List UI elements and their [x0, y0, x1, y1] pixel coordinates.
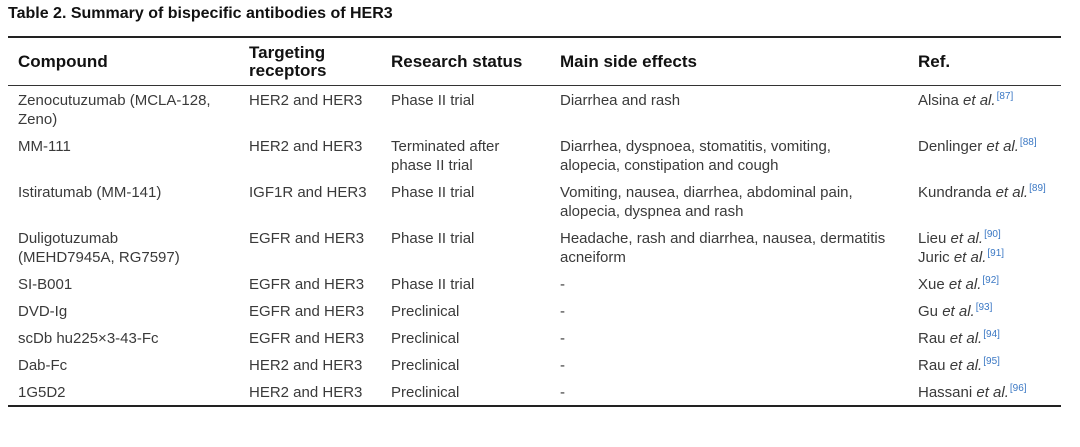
targeting-cell: HER2 and HER3	[249, 138, 363, 155]
ref-entry	[918, 384, 1027, 401]
status-cell	[381, 178, 550, 224]
status-cell-line1: Phase II trial	[391, 92, 475, 109]
status-cell	[381, 324, 550, 351]
table-row	[8, 297, 1061, 324]
header-ref: Ref.	[918, 52, 951, 71]
side-effects-cell-line1: Diarrhea, dyspnoea, stomatitis, vomiting,	[560, 138, 831, 155]
status-cell	[381, 351, 550, 378]
compound-cell	[8, 86, 239, 133]
citation-link[interactable]: [94]	[983, 329, 1000, 340]
ref-entry	[918, 303, 992, 320]
table-row	[8, 378, 1061, 406]
citation-link[interactable]: [92]	[982, 275, 1000, 286]
status-cell-line1: Phase II trial	[391, 230, 475, 247]
table-row	[8, 324, 1061, 351]
side-effects-cell-line1: -	[560, 330, 565, 347]
header-main-side-effects: Main side effects	[560, 52, 697, 71]
ref-cell	[908, 86, 1061, 133]
targeting-cell: HER2 and HER3	[249, 357, 363, 374]
targeting-cell: HER2 and HER3	[249, 92, 363, 109]
side-effects-cell	[550, 86, 908, 133]
compound-cell-line1: Istiratumab (MM-141)	[18, 184, 162, 201]
ref-entry	[918, 276, 999, 293]
status-cell-line1: Preclinical	[391, 303, 460, 320]
side-effects-cell-line1: -	[560, 384, 565, 401]
citation-link[interactable]: [95]	[983, 356, 1000, 367]
ref-author: Denlinger	[918, 138, 983, 155]
side-effects-cell-line1: -	[560, 276, 565, 293]
side-effects-cell	[550, 324, 908, 351]
side-effects-cell	[550, 378, 908, 406]
ref-cell	[908, 351, 1061, 378]
status-cell-line1: Terminated after	[391, 138, 500, 155]
side-effects-cell	[550, 178, 908, 224]
status-cell-line1: Preclinical	[391, 357, 460, 374]
ref-author: Xue	[918, 276, 945, 293]
status-cell	[381, 297, 550, 324]
side-effects-cell	[550, 132, 908, 178]
compound-cell	[8, 351, 239, 378]
ref-et-al: et al.	[949, 357, 983, 374]
header-research-status: Research status	[391, 52, 523, 71]
citation-link[interactable]: [88]	[1019, 137, 1037, 148]
ref-et-al: et al.	[953, 249, 987, 266]
status-cell	[381, 378, 550, 406]
side-effects-cell-line1: Headache, rash and diarrhea, nausea, dermatitis	[560, 230, 886, 247]
ref-cell	[908, 297, 1061, 324]
citation-link[interactable]: [96]	[1009, 383, 1027, 394]
table-row	[8, 86, 1061, 133]
ref-cell	[908, 132, 1061, 178]
table-row	[8, 132, 1061, 178]
side-effects-cell-line1: Diarrhea and rash	[560, 92, 681, 109]
side-effects-cell-line1: Vomiting, nausea, diarrhea, abdominal pain,	[560, 184, 853, 201]
status-cell-line1: Preclinical	[391, 330, 460, 347]
side-effects-cell-line1: -	[560, 357, 565, 374]
side-effects-cell	[550, 297, 908, 324]
ref-entry	[918, 357, 1000, 374]
header-targeting-line2: receptors	[249, 61, 327, 80]
table-row	[8, 351, 1061, 378]
ref-author: Gu	[918, 303, 939, 320]
ref-cell	[908, 378, 1061, 406]
compound-cell-line1: SI-B001	[18, 276, 73, 293]
compound-cell-line1: 1G5D2	[18, 384, 66, 401]
side-effects-cell-line1: -	[560, 303, 565, 320]
compound-cell-line1: Dab-Fc	[18, 357, 68, 374]
ref-entry	[918, 138, 1037, 155]
table-row	[8, 178, 1061, 224]
compound-cell	[8, 178, 239, 224]
table-body	[8, 86, 1061, 407]
compound-cell-line2: Zeno)	[18, 111, 58, 128]
citation-link[interactable]: [91]	[987, 248, 1005, 259]
ref-cell	[908, 178, 1061, 224]
ref-author: Alsina	[918, 92, 959, 109]
ref-author: Hassani	[918, 384, 973, 401]
status-cell	[381, 86, 550, 133]
header-row	[8, 37, 1061, 86]
ref-et-al: et al.	[976, 384, 1009, 401]
compound-cell-line1: scDb hu225×3-43-Fc	[18, 330, 159, 347]
ref-cell	[908, 270, 1061, 297]
table-row	[8, 224, 1061, 270]
ref-author: Kundranda	[918, 184, 992, 201]
side-effects-cell-line2: alopecia, dyspnea and rash	[560, 203, 744, 220]
ref-entry	[918, 92, 1013, 109]
ref-cell	[908, 324, 1061, 351]
ref-et-al: et al.	[995, 184, 1029, 201]
compound-cell	[8, 132, 239, 178]
header-targeting-receptors	[239, 37, 381, 86]
compound-cell	[8, 270, 239, 297]
compound-cell-line1: MM-111	[18, 138, 71, 155]
side-effects-cell-line2: alopecia, constipation and cough	[560, 157, 779, 174]
citation-link[interactable]: [89]	[1029, 183, 1046, 194]
ref-author: Lieu	[918, 230, 947, 247]
compound-cell	[8, 378, 239, 406]
targeting-cell: HER2 and HER3	[249, 384, 363, 401]
status-cell	[381, 224, 550, 270]
ref-entry	[918, 249, 1004, 266]
ref-entry	[918, 184, 1046, 201]
compound-cell-line2: (MEHD7945A, RG7597)	[18, 249, 180, 266]
compound-cell-line1: Duligotuzumab	[18, 230, 119, 247]
citation-link[interactable]: [87]	[996, 91, 1014, 102]
ref-et-al: et al.	[986, 138, 1019, 155]
compound-cell	[8, 324, 239, 351]
status-cell	[381, 132, 550, 178]
citation-link[interactable]: [93]	[975, 302, 993, 313]
table-title: Table 2. Summary of bispecific antibodies of HER3	[8, 5, 393, 22]
table-row	[8, 270, 1061, 297]
ref-et-al: et al.	[948, 276, 982, 293]
ref-author: Rau	[918, 357, 946, 374]
side-effects-cell	[550, 224, 908, 270]
status-cell-line1: Phase II trial	[391, 184, 475, 201]
ref-cell	[908, 224, 1061, 270]
targeting-cell: EGFR and HER3	[249, 303, 365, 320]
ref-author: Rau	[918, 330, 946, 347]
targeting-cell: EGFR and HER3	[249, 330, 365, 347]
header-targeting-line1: Targeting	[249, 43, 326, 62]
compound-cell-line1: Zenocutuzumab (MCLA-128,	[18, 92, 211, 109]
ref-entry	[918, 330, 1000, 347]
status-cell-line1: Preclinical	[391, 384, 460, 401]
ref-et-al: et al.	[942, 303, 975, 320]
ref-et-al: et al.	[963, 92, 996, 109]
status-cell-line1: Phase II trial	[391, 276, 475, 293]
ref-et-al: et al.	[950, 230, 984, 247]
status-cell	[381, 270, 550, 297]
targeting-cell: EGFR and HER3	[249, 230, 365, 247]
side-effects-cell	[550, 351, 908, 378]
compound-cell	[8, 297, 239, 324]
compound-cell	[8, 224, 239, 270]
targeting-cell: EGFR and HER3	[249, 276, 365, 293]
compound-cell-line1: DVD-Ig	[18, 303, 68, 320]
ref-et-al: et al.	[949, 330, 983, 347]
summary-table	[8, 36, 1061, 407]
ref-author: Juric	[918, 249, 950, 266]
citation-link[interactable]: [90]	[984, 229, 1001, 240]
ref-entry	[918, 230, 1001, 247]
side-effects-cell-line2: acneiform	[560, 249, 626, 266]
side-effects-cell	[550, 270, 908, 297]
status-cell-line2: phase II trial	[391, 157, 473, 174]
targeting-cell: IGF1R and HER3	[249, 184, 367, 201]
header-compound: Compound	[18, 52, 108, 71]
